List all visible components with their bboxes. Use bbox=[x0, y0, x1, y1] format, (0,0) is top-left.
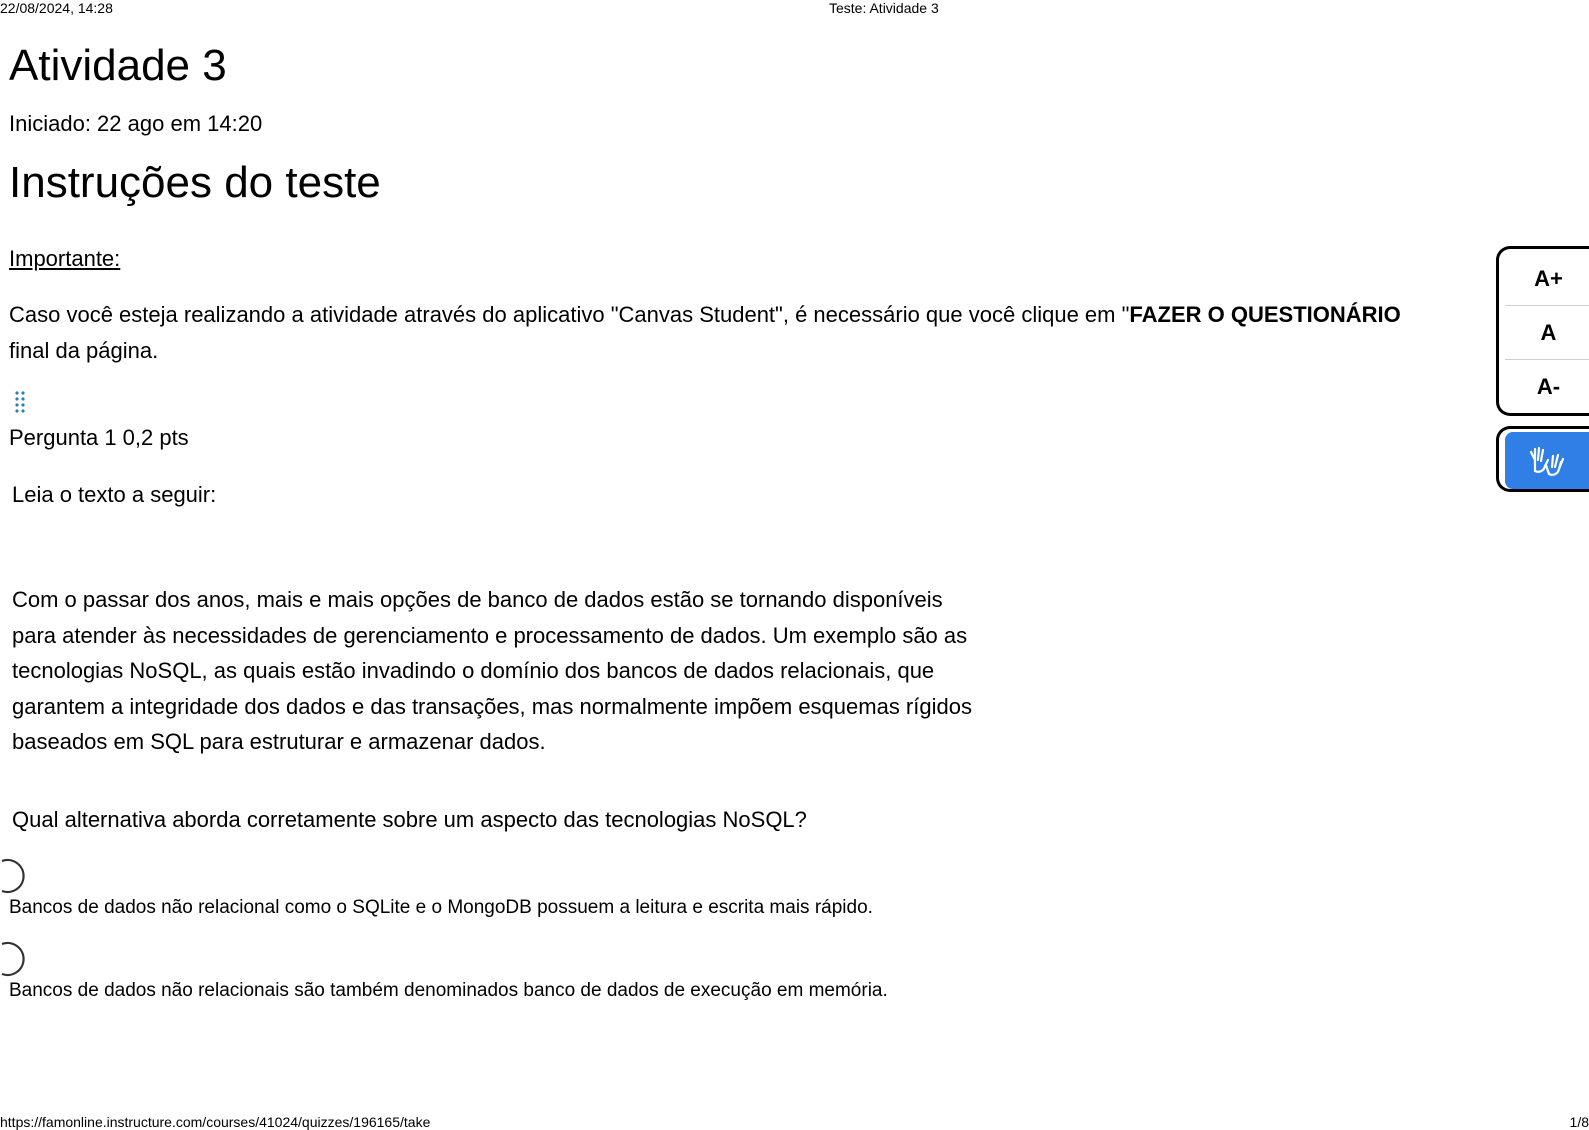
radio-button[interactable] bbox=[0, 858, 36, 894]
quiz-title: Atividade 3 bbox=[9, 41, 227, 90]
font-decrease-button[interactable]: A- bbox=[1536, 374, 1561, 399]
passage-line: baseados em SQL para estruturar e armazenar dados. bbox=[12, 729, 546, 754]
libras-button[interactable] bbox=[1505, 432, 1589, 489]
radio-button[interactable] bbox=[0, 941, 36, 977]
print-page-number: 1/8 bbox=[1569, 1114, 1589, 1130]
answer-label[interactable]: Bancos de dados não relacionais são também denominados banco de dados de execução em memória. bbox=[9, 980, 888, 1001]
question-header bbox=[9, 425, 189, 451]
print-doc-title: Teste: Atividade 3 bbox=[829, 0, 939, 16]
passage-line: tecnologias NoSQL, as quais estão invadindo o domínio dos bancos de dados relacionais, que bbox=[12, 658, 935, 683]
libras-widget bbox=[1496, 426, 1589, 492]
started-timestamp: Iniciado: 22 ago em 14:20 bbox=[9, 111, 263, 136]
question-label: Pergunta 1 bbox=[9, 425, 117, 450]
question-points: 0,2 pts bbox=[122, 425, 189, 450]
print-url: https://famonline.instructure.com/courses/41024/quizzes/196165/take bbox=[0, 1114, 431, 1130]
passage-line: Com o passar dos anos, mais e mais opções de banco de dados estão se tornando disponíveis bbox=[12, 587, 943, 612]
instructions-heading: Instruções do teste bbox=[9, 158, 381, 207]
instructions-line2-text: final da página. bbox=[9, 338, 159, 363]
question-intro: Leia o texto a seguir: bbox=[12, 482, 217, 507]
instructions-line1-text: Caso você esteja realizando a atividade através do aplicativo "Canvas Student", é necessário que você clique em " bbox=[9, 302, 1130, 327]
question-passage bbox=[12, 582, 1072, 760]
font-reset-button[interactable]: A bbox=[1505, 306, 1589, 360]
font-size-widget bbox=[1496, 246, 1589, 416]
answer-label[interactable]: Bancos de dados não relacional como o SQLite e o MongoDB possuem a leitura e escrita mais rápido. bbox=[9, 897, 873, 918]
important-label: Importante: bbox=[9, 246, 121, 271]
sign-language-hands-icon bbox=[1527, 443, 1567, 479]
passage-line: para atender às necessidades de gerenciamento e processamento de dados. Um exemplo são as bbox=[12, 622, 968, 648]
print-datetime: 22/08/2024, 14:28 bbox=[0, 0, 113, 16]
instructions-text bbox=[9, 297, 1509, 369]
instructions-line1-bold: FAZER O QUESTIONÁRIO bbox=[1129, 302, 1401, 327]
question-prompt: Qual alternativa aborda corretamente sobre um aspecto das tecnologias NoSQL? bbox=[12, 807, 807, 832]
font-increase-button[interactable]: A+ bbox=[1505, 252, 1589, 306]
passage-line: garantem a integridade dos dados e das transações, mas normalmente impõem esquemas rígidos bbox=[12, 693, 972, 719]
drag-handle-icon[interactable] bbox=[14, 390, 26, 414]
